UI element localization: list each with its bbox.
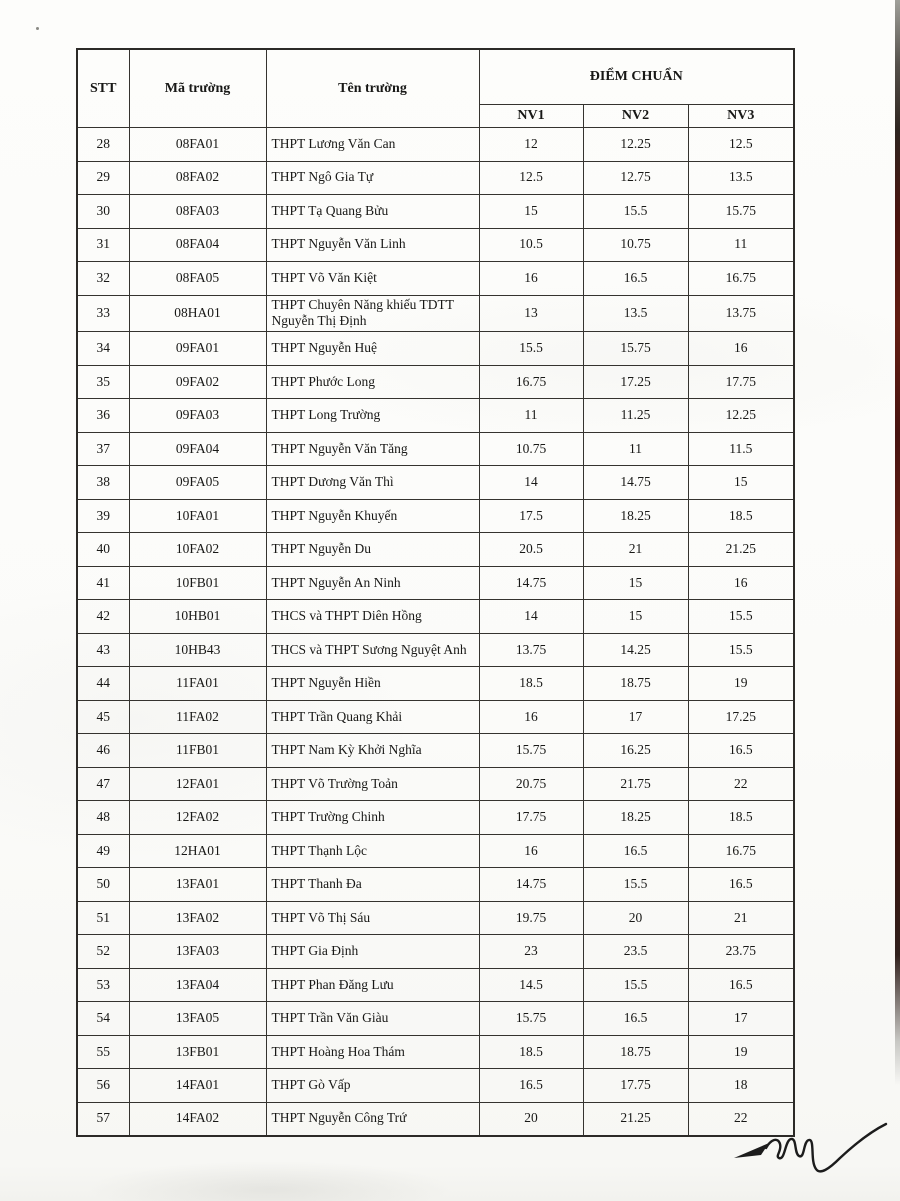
school-code-cell: 09FA01 [129,332,266,366]
nv2-score-cell: 16.5 [583,834,688,868]
nv3-score-cell: 17.75 [688,365,794,399]
school-name-cell: THPT Nam Kỳ Khởi Nghĩa [266,734,479,768]
nv1-score-cell: 20 [479,1102,583,1136]
nv1-score-cell: 19.75 [479,901,583,935]
nv2-score-cell: 21.25 [583,1102,688,1136]
school-code-cell: 12HA01 [129,834,266,868]
school-name-cell: THPT Nguyễn An Ninh [266,566,479,600]
nv3-score-cell: 16.5 [688,734,794,768]
nv3-score-cell: 18 [688,1069,794,1103]
nv3-score-cell: 16.5 [688,968,794,1002]
school-code-cell: 09FA05 [129,466,266,500]
school-code-cell: 10HB01 [129,600,266,634]
school-code-cell: 10FA01 [129,499,266,533]
nv1-score-cell: 18.5 [479,667,583,701]
stt-cell: 46 [77,734,129,768]
table-header [77,49,794,128]
school-name-cell: THPT Thạnh Lộc [266,834,479,868]
nv3-score-cell: 18.5 [688,499,794,533]
school-code-cell: 12FA02 [129,801,266,835]
stt-cell: 45 [77,700,129,734]
school-name-cell: THPT Trường Chinh [266,801,479,835]
nv3-score-cell: 13.5 [688,161,794,195]
nv1-score-cell: 12.5 [479,161,583,195]
table-row [77,901,794,935]
school-name-cell: THPT Võ Thị Sáu [266,901,479,935]
school-code-cell: 10FB01 [129,566,266,600]
school-code-cell: 10FA02 [129,533,266,567]
school-code-cell: 09FA03 [129,399,266,433]
nv3-score-cell: 16 [688,332,794,366]
nv1-score-cell: 14.5 [479,968,583,1002]
nv1-score-cell: 10.5 [479,228,583,262]
school-code-cell: 10HB43 [129,633,266,667]
nv3-score-cell: 11.5 [688,432,794,466]
table-row [77,295,794,332]
table-row [77,228,794,262]
table-row [77,935,794,969]
nv2-score-cell: 15.5 [583,968,688,1002]
header-school-code: Mã trường [129,49,266,128]
nv1-score-cell: 16 [479,834,583,868]
nv2-score-cell: 23.5 [583,935,688,969]
table-row [77,1002,794,1036]
table-row [77,1035,794,1069]
school-name-cell: THPT Trần Văn Giàu [266,1002,479,1036]
nv2-score-cell: 17 [583,700,688,734]
nv1-score-cell: 14 [479,466,583,500]
stt-cell: 36 [77,399,129,433]
nv1-score-cell: 16.5 [479,1069,583,1103]
table-row [77,128,794,162]
school-name-cell: THPT Lương Văn Can [266,128,479,162]
stt-cell: 49 [77,834,129,868]
school-code-cell: 08FA05 [129,262,266,296]
nv1-score-cell: 23 [479,935,583,969]
nv2-score-cell: 14.25 [583,633,688,667]
nv2-score-cell: 16.5 [583,1002,688,1036]
nv2-score-cell: 14.75 [583,466,688,500]
table-row [77,365,794,399]
nv2-score-cell: 17.75 [583,1069,688,1103]
nv3-score-cell: 21 [688,901,794,935]
nv1-score-cell: 20.75 [479,767,583,801]
stt-cell: 29 [77,161,129,195]
nv2-score-cell: 18.25 [583,801,688,835]
school-name-cell: THPT Nguyễn Công Trứ [266,1102,479,1136]
nv1-score-cell: 16 [479,262,583,296]
nv2-score-cell: 16.5 [583,262,688,296]
school-code-cell: 08FA04 [129,228,266,262]
school-name-cell: THPT Long Trường [266,399,479,433]
table-row [77,195,794,229]
table-row [77,968,794,1002]
school-code-cell: 08HA01 [129,295,266,332]
nv2-score-cell: 15.75 [583,332,688,366]
nv3-score-cell: 18.5 [688,801,794,835]
nv2-score-cell: 15.5 [583,868,688,902]
table-row [77,1102,794,1136]
page-edge-shadow [895,0,900,1085]
header-nv2: NV2 [583,105,688,128]
stt-cell: 38 [77,466,129,500]
school-code-cell: 14FA01 [129,1069,266,1103]
stt-cell: 54 [77,1002,129,1036]
nv2-score-cell: 12.75 [583,161,688,195]
header-score-group: ĐIỂM CHUẨN [479,49,794,105]
school-name-cell: THPT Dương Văn Thì [266,466,479,500]
nv1-score-cell: 14 [479,600,583,634]
school-name-cell: THPT Nguyễn Văn Linh [266,228,479,262]
school-code-cell: 11FA02 [129,700,266,734]
nv2-score-cell: 18.25 [583,499,688,533]
table-row [77,332,794,366]
school-name-cell: THCS và THPT Sương Nguyệt Anh [266,633,479,667]
stt-cell: 50 [77,868,129,902]
table-row [77,533,794,567]
stt-cell: 43 [77,633,129,667]
nv1-score-cell: 16.75 [479,365,583,399]
nv3-score-cell: 12.5 [688,128,794,162]
table-row [77,700,794,734]
nv1-score-cell: 14.75 [479,868,583,902]
scan-speck [36,27,39,30]
nv3-score-cell: 22 [688,767,794,801]
nv3-score-cell: 16 [688,566,794,600]
table-row [77,767,794,801]
table-row [77,600,794,634]
stt-cell: 40 [77,533,129,567]
nv2-score-cell: 18.75 [583,1035,688,1069]
stt-cell: 56 [77,1069,129,1103]
nv2-score-cell: 15 [583,566,688,600]
signature-scribble [720,1115,900,1185]
nv1-score-cell: 17.5 [479,499,583,533]
nv3-score-cell: 12.25 [688,399,794,433]
stt-cell: 52 [77,935,129,969]
school-code-cell: 11FA01 [129,667,266,701]
nv2-score-cell: 18.75 [583,667,688,701]
school-name-cell: THPT Gò Vấp [266,1069,479,1103]
table-body [77,128,794,1136]
table-row [77,633,794,667]
nv2-score-cell: 12.25 [583,128,688,162]
school-name-cell: THPT Trần Quang Khải [266,700,479,734]
nv2-score-cell: 10.75 [583,228,688,262]
header-nv1: NV1 [479,105,583,128]
school-name-cell: THPT Nguyễn Khuyến [266,499,479,533]
nv1-score-cell: 15.5 [479,332,583,366]
nv1-score-cell: 15 [479,195,583,229]
stt-cell: 42 [77,600,129,634]
nv3-score-cell: 17.25 [688,700,794,734]
table-row [77,432,794,466]
nv1-score-cell: 13.75 [479,633,583,667]
nv2-score-cell: 21 [583,533,688,567]
school-name-cell: THPT Gia Định [266,935,479,969]
school-code-cell: 13FA05 [129,1002,266,1036]
header-school-name: Tên trường [266,49,479,128]
nv3-score-cell: 15.75 [688,195,794,229]
table-row [77,801,794,835]
school-code-cell: 08FA01 [129,128,266,162]
stt-cell: 51 [77,901,129,935]
nv1-score-cell: 17.75 [479,801,583,835]
school-code-cell: 14FA02 [129,1102,266,1136]
table-row [77,868,794,902]
stt-cell: 53 [77,968,129,1002]
school-name-cell: THPT Nguyễn Văn Tăng [266,432,479,466]
table-row [77,667,794,701]
nv3-score-cell: 21.25 [688,533,794,567]
stt-cell: 41 [77,566,129,600]
stt-cell: 57 [77,1102,129,1136]
nv3-score-cell: 15 [688,466,794,500]
stt-cell: 39 [77,499,129,533]
stt-cell: 30 [77,195,129,229]
stt-cell: 28 [77,128,129,162]
school-name-cell: THCS và THPT Diên Hồng [266,600,479,634]
school-code-cell: 11FB01 [129,734,266,768]
nv2-score-cell: 11.25 [583,399,688,433]
stt-cell: 32 [77,262,129,296]
admission-scores-table [76,48,795,1137]
nv1-score-cell: 15.75 [479,734,583,768]
header-nv3: NV3 [688,105,794,128]
table-row [77,734,794,768]
nv3-score-cell: 15.5 [688,600,794,634]
nv2-score-cell: 21.75 [583,767,688,801]
nv3-score-cell: 23.75 [688,935,794,969]
table-row [77,262,794,296]
nv2-score-cell: 15.5 [583,195,688,229]
nv3-score-cell: 19 [688,1035,794,1069]
nv1-score-cell: 14.75 [479,566,583,600]
nv1-score-cell: 15.75 [479,1002,583,1036]
nv1-score-cell: 20.5 [479,533,583,567]
nv3-score-cell: 22 [688,1102,794,1136]
nv3-score-cell: 17 [688,1002,794,1036]
school-code-cell: 09FA04 [129,432,266,466]
table-row [77,566,794,600]
stt-cell: 44 [77,667,129,701]
nv1-score-cell: 11 [479,399,583,433]
school-name-cell: THPT Võ Trường Toản [266,767,479,801]
school-name-cell: THPT Nguyễn Hiền [266,667,479,701]
school-name-cell: THPT Phước Long [266,365,479,399]
nv1-score-cell: 10.75 [479,432,583,466]
school-code-cell: 08FA02 [129,161,266,195]
school-code-cell: 13FA01 [129,868,266,902]
nv1-score-cell: 16 [479,700,583,734]
nv2-score-cell: 17.25 [583,365,688,399]
stt-cell: 34 [77,332,129,366]
nv1-score-cell: 13 [479,295,583,332]
stt-cell: 35 [77,365,129,399]
stt-cell: 37 [77,432,129,466]
nv3-score-cell: 16.75 [688,262,794,296]
stt-cell: 47 [77,767,129,801]
nv3-score-cell: 15.5 [688,633,794,667]
nv3-score-cell: 13.75 [688,295,794,332]
school-name-cell: THPT Võ Văn Kiệt [266,262,479,296]
table-row [77,466,794,500]
nv3-score-cell: 16.75 [688,834,794,868]
school-code-cell: 08FA03 [129,195,266,229]
nv2-score-cell: 16.25 [583,734,688,768]
school-code-cell: 13FB01 [129,1035,266,1069]
nv2-score-cell: 15 [583,600,688,634]
school-name-cell: THPT Nguyễn Du [266,533,479,567]
table-row [77,399,794,433]
stt-cell: 48 [77,801,129,835]
school-code-cell: 13FA02 [129,901,266,935]
table-row [77,499,794,533]
nv2-score-cell: 13.5 [583,295,688,332]
school-name-cell: THPT Hoàng Hoa Thám [266,1035,479,1069]
school-name-cell: THPT Thanh Đa [266,868,479,902]
table-row [77,161,794,195]
nv2-score-cell: 11 [583,432,688,466]
nv1-score-cell: 12 [479,128,583,162]
school-name-cell: THPT Phan Đăng Lưu [266,968,479,1002]
school-name-cell: THPT Tạ Quang Bửu [266,195,479,229]
stt-cell: 55 [77,1035,129,1069]
stt-cell: 33 [77,295,129,332]
nv1-score-cell: 18.5 [479,1035,583,1069]
school-code-cell: 13FA04 [129,968,266,1002]
school-name-cell: THPT Chuyên Năng khiếu TDTT Nguyễn Thị Định [266,295,479,332]
header-stt: STT [77,49,129,128]
school-name-cell: THPT Ngô Gia Tự [266,161,479,195]
nv3-score-cell: 16.5 [688,868,794,902]
school-code-cell: 12FA01 [129,767,266,801]
nv3-score-cell: 11 [688,228,794,262]
school-name-cell: THPT Nguyễn Huệ [266,332,479,366]
school-code-cell: 13FA03 [129,935,266,969]
table-row [77,1069,794,1103]
nv3-score-cell: 19 [688,667,794,701]
stt-cell: 31 [77,228,129,262]
nv2-score-cell: 20 [583,901,688,935]
table-row [77,834,794,868]
school-code-cell: 09FA02 [129,365,266,399]
